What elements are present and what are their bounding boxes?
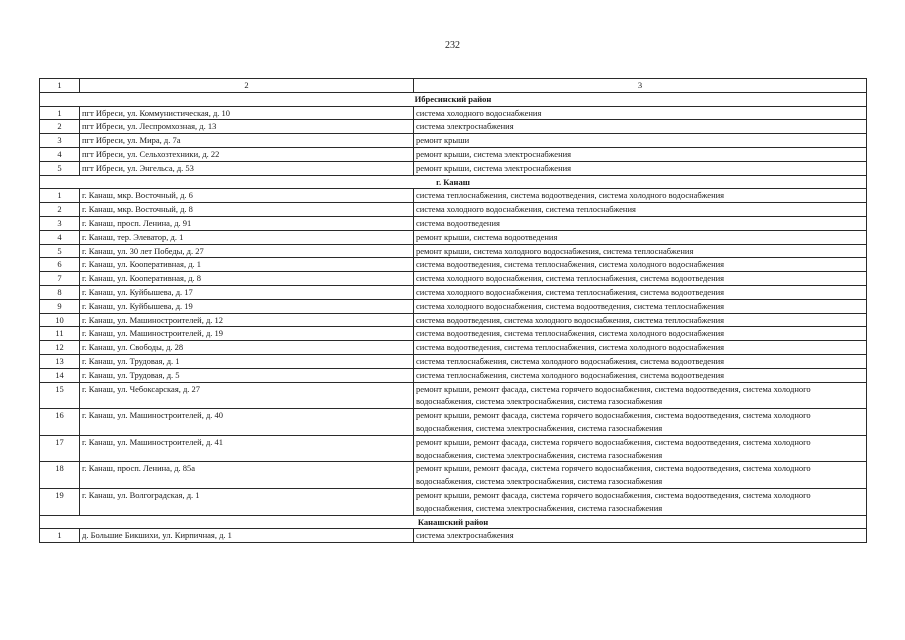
row-number: 10	[40, 313, 80, 327]
building-address: г. Канаш, просп. Ленина, д. 91	[80, 216, 414, 230]
repair-works: ремонт крыши, система электроснабжения	[414, 161, 867, 175]
table-row	[40, 203, 867, 217]
table-row	[40, 106, 867, 120]
repair-works: система теплоснабжения, система водоотведения, система холодного водоснабжения	[414, 189, 867, 203]
building-address: г. Канаш, ул. Машиностроителей, д. 41	[80, 435, 414, 462]
row-number: 1	[40, 106, 80, 120]
building-address: пгт Ибреси, ул. Сельхозтехники, д. 22	[80, 147, 414, 161]
building-address: г. Канаш, ул. Куйбышева, д. 17	[80, 285, 414, 299]
table-row	[40, 147, 867, 161]
table-row	[40, 120, 867, 134]
repair-works: ремонт крыши, ремонт фасада, система горячего водоснабжения, система водоотведения, система холодного водоснабжения, система электроснабжения, система газоснабжения	[414, 409, 867, 436]
table-row	[40, 354, 867, 368]
table-row	[40, 327, 867, 341]
table-row	[40, 272, 867, 286]
row-number: 2	[40, 120, 80, 134]
table-row	[40, 368, 867, 382]
repair-works: ремонт крыши, ремонт фасада, система горячего водоснабжения, система водоотведения, система холодного водоснабжения, система электроснабжения, система газоснабжения	[414, 435, 867, 462]
row-number: 13	[40, 354, 80, 368]
row-number: 17	[40, 435, 80, 462]
section-heading-row	[40, 175, 867, 189]
section-title: Ибресинский район	[40, 92, 867, 106]
building-address: г. Канаш, ул. Свободы, д. 28	[80, 341, 414, 355]
section-title: г. Канаш	[40, 175, 867, 189]
building-address: г. Канаш, ул. Трудовая, д. 1	[80, 354, 414, 368]
table-row	[40, 258, 867, 272]
column-number: 3	[414, 79, 867, 93]
repair-works: ремонт крыши, система холодного водоснабжения, система теплоснабжения	[414, 244, 867, 258]
row-number: 19	[40, 488, 80, 515]
row-number: 4	[40, 147, 80, 161]
row-number: 3	[40, 216, 80, 230]
building-address: г. Канаш, ул. Куйбышева, д. 19	[80, 299, 414, 313]
row-number: 1	[40, 189, 80, 203]
table-row	[40, 216, 867, 230]
repair-works: ремонт крыши, система электроснабжения	[414, 147, 867, 161]
column-number: 1	[40, 79, 80, 93]
table-row	[40, 285, 867, 299]
table-row	[40, 161, 867, 175]
page-number: 232	[445, 40, 460, 51]
repair-works: ремонт крыши, система водоотведения	[414, 230, 867, 244]
repair-works: система холодного водоснабжения, система водоотведения, система теплоснабжения	[414, 299, 867, 313]
row-number: 4	[40, 230, 80, 244]
building-address: г. Канаш, ул. Кооперативная, д. 1	[80, 258, 414, 272]
row-number: 3	[40, 134, 80, 148]
row-number: 16	[40, 409, 80, 436]
section-title: Канашский район	[40, 515, 867, 529]
repair-works: система холодного водоснабжения	[414, 106, 867, 120]
building-address: пгт Ибреси, ул. Леспромхозная, д. 13	[80, 120, 414, 134]
repair-works: система теплоснабжения, система холодного водоснабжения, система водоотведения	[414, 354, 867, 368]
repair-works: ремонт крыши, ремонт фасада, система горячего водоснабжения, система водоотведения, система холодного водоснабжения, система электроснабжения, система газоснабжения	[414, 382, 867, 409]
building-address: г. Канаш, ул. Волгоградская, д. 1	[80, 488, 414, 515]
building-address: г. Канаш, ул. Чебоксарская, д. 27	[80, 382, 414, 409]
table-row	[40, 313, 867, 327]
row-number: 8	[40, 285, 80, 299]
table-row	[40, 529, 867, 543]
repair-works: система водоотведения	[414, 216, 867, 230]
table-row	[40, 435, 867, 462]
repair-works: система водоотведения, система теплоснабжения, система холодного водоснабжения	[414, 258, 867, 272]
repair-works: система водоотведения, система холодного водоснабжения, система теплоснабжения	[414, 313, 867, 327]
row-number: 18	[40, 462, 80, 489]
row-number: 2	[40, 203, 80, 217]
repair-works: система электроснабжения	[414, 529, 867, 543]
building-address: г. Канаш, мкр. Восточный, д. 8	[80, 203, 414, 217]
building-address: г. Канаш, ул. Машиностроителей, д. 19	[80, 327, 414, 341]
repair-works: система водоотведения, система теплоснабжения, система холодного водоснабжения	[414, 341, 867, 355]
row-number: 1	[40, 529, 80, 543]
repair-works: система холодного водоснабжения, система теплоснабжения	[414, 203, 867, 217]
repair-works: система холодного водоснабжения, система теплоснабжения, система водоотведения	[414, 285, 867, 299]
section-heading-row	[40, 92, 867, 106]
column-number-row	[40, 79, 867, 93]
row-number: 5	[40, 244, 80, 258]
row-number: 11	[40, 327, 80, 341]
table-row	[40, 189, 867, 203]
repair-works: ремонт крыши	[414, 134, 867, 148]
repair-works: система электроснабжения	[414, 120, 867, 134]
row-number: 12	[40, 341, 80, 355]
row-number: 7	[40, 272, 80, 286]
building-address: г. Канаш, мкр. Восточный, д. 6	[80, 189, 414, 203]
column-number: 2	[80, 79, 414, 93]
table-row	[40, 341, 867, 355]
repair-works: система холодного водоснабжения, система теплоснабжения, система водоотведения	[414, 272, 867, 286]
table-row	[40, 462, 867, 489]
repair-works: система теплоснабжения, система холодного водоснабжения, система водоотведения	[414, 368, 867, 382]
building-address: г. Канаш, тер. Элеватор, д. 1	[80, 230, 414, 244]
row-number: 5	[40, 161, 80, 175]
table-row	[40, 299, 867, 313]
building-address: г. Канаш, ул. Машиностроителей, д. 12	[80, 313, 414, 327]
building-address: г. Канаш, просп. Ленина, д. 85а	[80, 462, 414, 489]
row-number: 6	[40, 258, 80, 272]
table-row	[40, 230, 867, 244]
table-row	[40, 488, 867, 515]
building-address: пгт Ибреси, ул. Энгельса, д. 53	[80, 161, 414, 175]
repair-works: ремонт крыши, ремонт фасада, система горячего водоснабжения, система водоотведения, система холодного водоснабжения, система электроснабжения, система газоснабжения	[414, 462, 867, 489]
building-address: пгт Ибреси, ул. Мира, д. 7а	[80, 134, 414, 148]
row-number: 14	[40, 368, 80, 382]
building-address: г. Канаш, ул. Кооперативная, д. 8	[80, 272, 414, 286]
row-number: 15	[40, 382, 80, 409]
row-number: 9	[40, 299, 80, 313]
buildings-table	[39, 78, 867, 543]
table-row	[40, 382, 867, 409]
section-heading-row	[40, 515, 867, 529]
building-address: г. Канаш, ул. Машиностроителей, д. 40	[80, 409, 414, 436]
table-row	[40, 244, 867, 258]
building-address: д. Большие Бикшихи, ул. Кирпичная, д. 1	[80, 529, 414, 543]
table-row	[40, 134, 867, 148]
repair-works: система водоотведения, система теплоснабжения, система холодного водоснабжения	[414, 327, 867, 341]
building-address: г. Канаш, ул. 30 лет Победы, д. 27	[80, 244, 414, 258]
repair-works: ремонт крыши, ремонт фасада, система горячего водоснабжения, система водоотведения, система холодного водоснабжения, система электроснабжения, система газоснабжения	[414, 488, 867, 515]
table-row	[40, 409, 867, 436]
building-address: пгт Ибреси, ул. Коммунистическая, д. 10	[80, 106, 414, 120]
building-address: г. Канаш, ул. Трудовая, д. 5	[80, 368, 414, 382]
